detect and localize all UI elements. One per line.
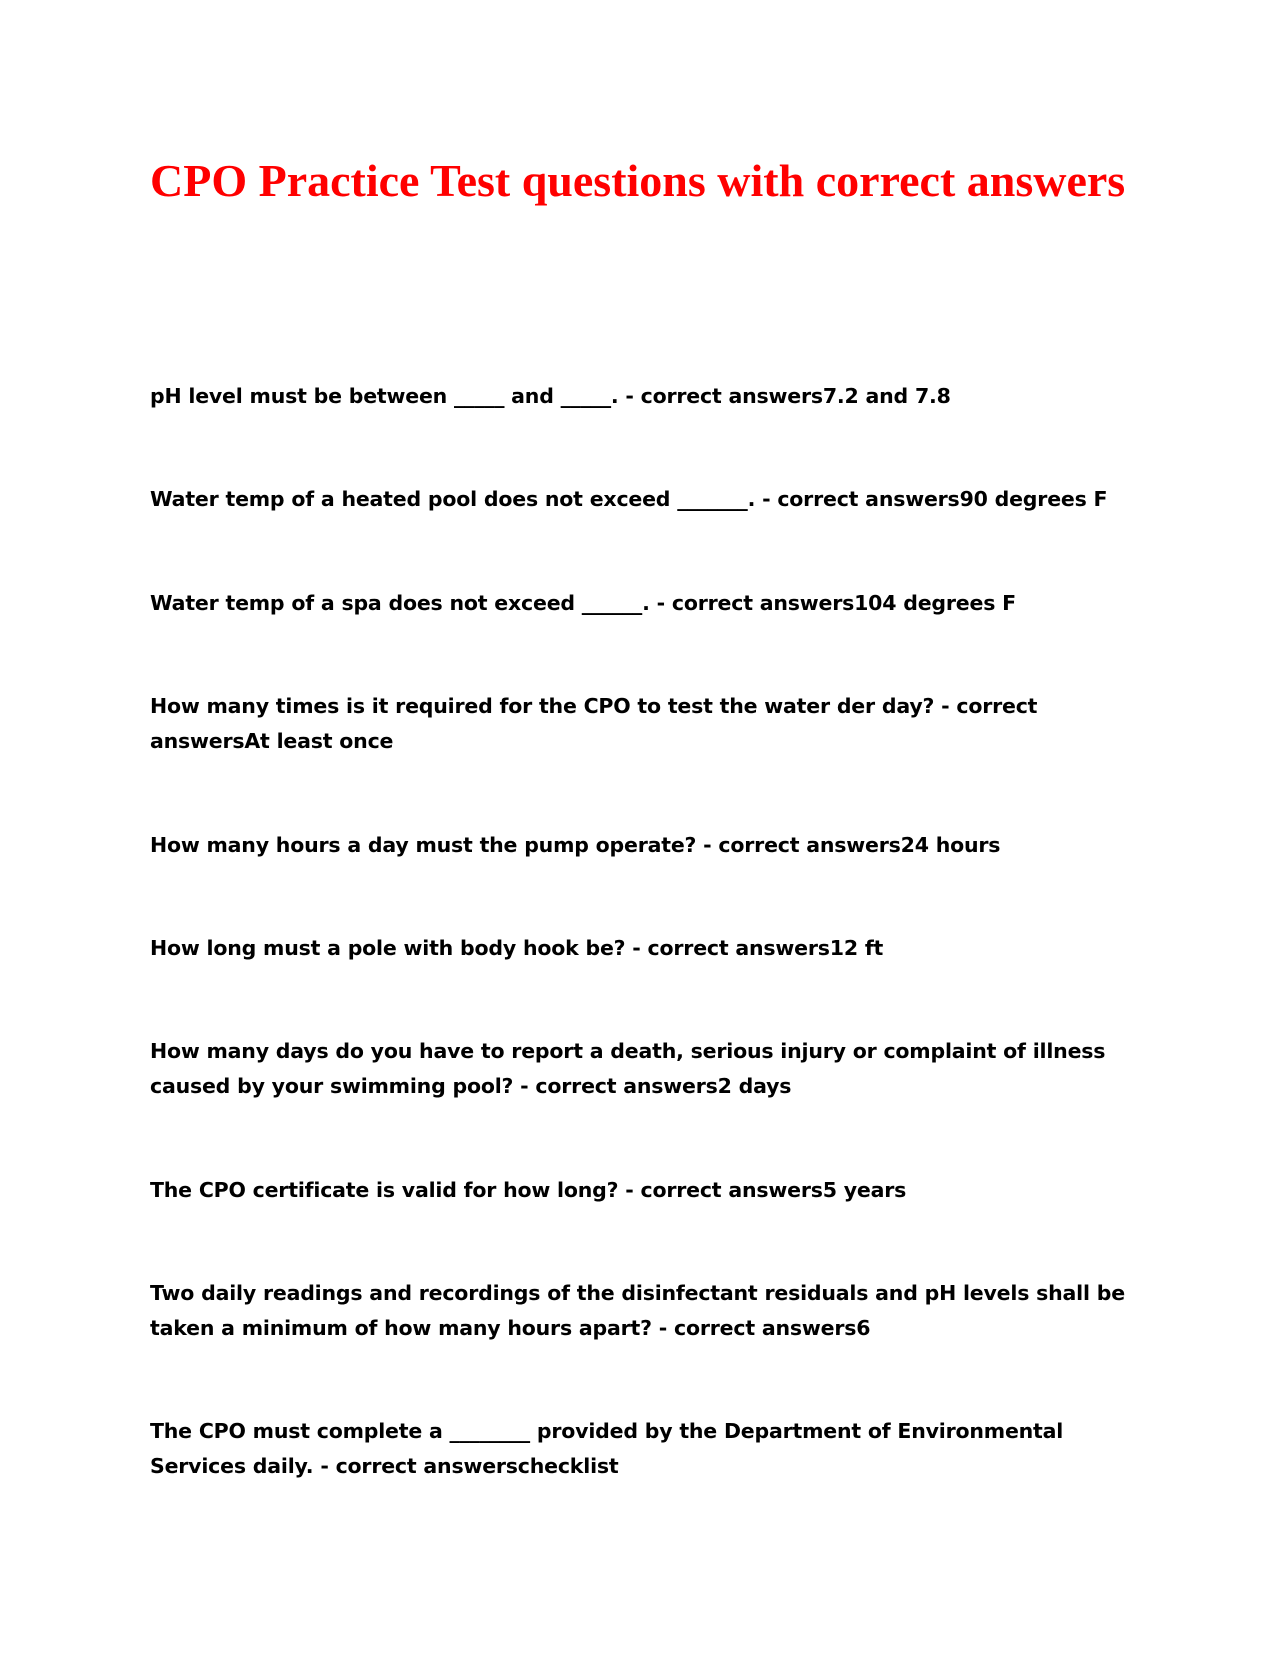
qa-item-10: The CPO must complete a ________ provided by the Department of Environmental Services daily. - correct answerschecklist bbox=[150, 1419, 1064, 1478]
qa-item-2: Water temp of a heated pool does not exceed _______. - correct answers90 degrees F bbox=[150, 487, 1108, 511]
qa-item-6: How long must a pole with body hook be? - correct answers12 ft bbox=[150, 936, 884, 960]
qa-item-3: Water temp of a spa does not exceed ______. - correct answers104 degrees F bbox=[150, 591, 1016, 615]
qa-item-1: pH level must be between _____ and _____. - correct answers7.2 and 7.8 bbox=[150, 384, 951, 408]
qa-item-5: How many hours a day must the pump operate? - correct answers24 hours bbox=[150, 833, 1001, 857]
document-title: CPO Practice Test questions with correct answers bbox=[150, 155, 1126, 206]
qa-item-7: How many days do you have to report a death, serious injury or complaint of illness caused by your swimming pool? - correct answers2 days bbox=[150, 1039, 1106, 1098]
qa-item-8: The CPO certificate is valid for how long? - correct answers5 years bbox=[150, 1178, 907, 1202]
qa-item-9: Two daily readings and recordings of the disinfectant residuals and pH levels shall be taken a minimum of how many hours apart? - correct answers6 bbox=[150, 1281, 1125, 1340]
qa-item-4: How many times is it required for the CPO to test the water der day? - correct answersAt least once bbox=[150, 694, 1038, 753]
